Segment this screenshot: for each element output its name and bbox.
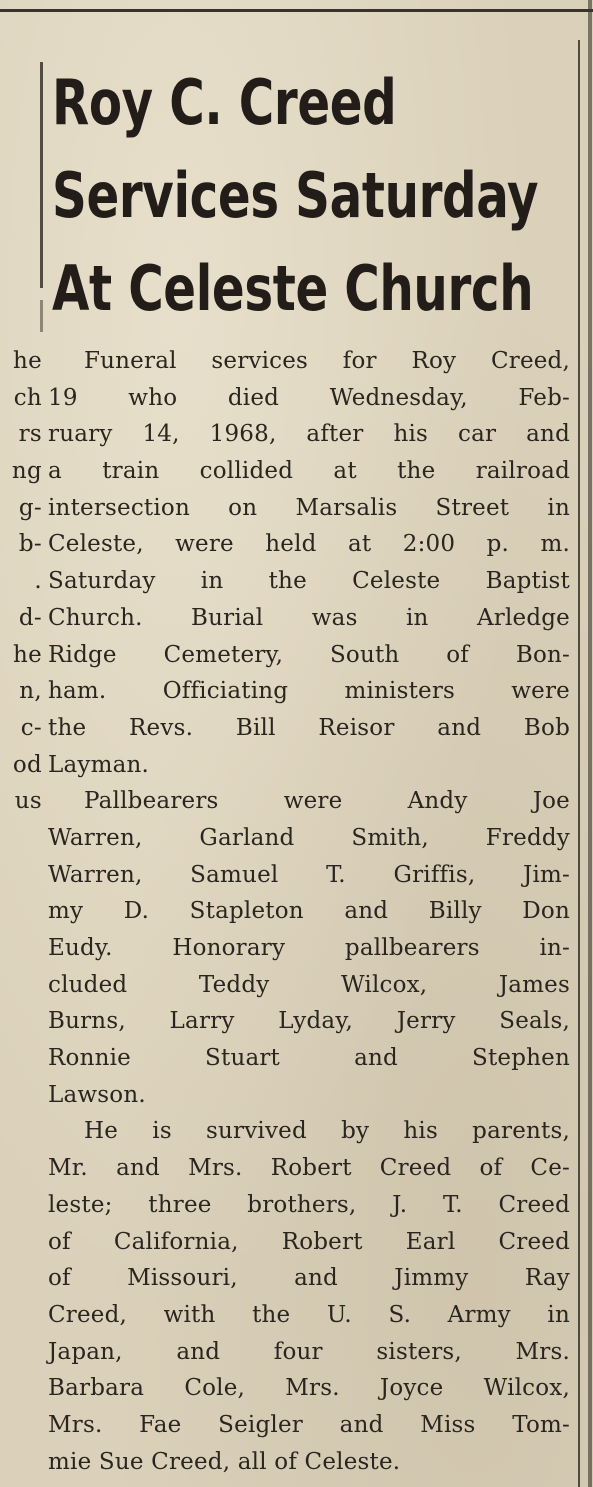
adjacent-column-fragment (0, 343, 42, 820)
column-fragment-text: ch (13, 384, 42, 411)
article-body (48, 343, 570, 1480)
article-line: Creed, with the U. S. Army in (48, 1301, 570, 1328)
right-column-rule (578, 40, 580, 1487)
article-line: Eudy. Honorary pallbearers in- (48, 935, 570, 961)
article-line: Church. Burial was in Arledge (48, 604, 570, 631)
article-line: Ridge Cemetery, South of Bon- (48, 641, 570, 668)
article-line: Celeste, were held at 2:00 p. m. (48, 531, 570, 558)
column-fragment-text: he (12, 348, 42, 374)
article-line: Barbara Cole, Mrs. Joyce Wilcox, (48, 1375, 570, 1402)
headline-line: At Celeste Church (52, 252, 534, 325)
article-line: Funeral services for Roy Creed, (84, 348, 570, 374)
article-line: my D. Stapleton and Billy Don (48, 898, 570, 925)
column-fragment-text: . (34, 568, 42, 595)
article-line: a train collided at the railroad (48, 458, 570, 485)
article-line: Mr. and Mrs. Robert Creed of Ce- (48, 1155, 570, 1182)
article-line: leste; three brothers, J. T. Creed (48, 1191, 570, 1218)
column-fragment-text: n, (19, 678, 42, 705)
column-fragment-text: he (12, 641, 42, 668)
article-line: cluded Teddy Wilcox, James (48, 971, 570, 998)
column-fragment-text: us (14, 788, 42, 815)
column-fragment-text: c- (20, 714, 42, 741)
article-line: Warren, Samuel T. Griffis, Jim- (48, 861, 570, 888)
article-line: Warren, Garland Smith, Freddy (48, 824, 570, 851)
column-fragment-text: g- (18, 494, 42, 521)
article-line: ham. Officiating ministers were (48, 678, 570, 705)
top-column-rule (0, 0, 593, 12)
column-fragment-text: ng (11, 458, 42, 485)
article-line: Saturday in the Celeste Baptist (48, 568, 570, 595)
article-line: ruary 14, 1968, after his car and (48, 421, 570, 448)
left-column-rule (40, 62, 43, 288)
page-edge-rule (588, 0, 592, 1487)
article-line: mie Sue Creed, all of Celeste. (48, 1448, 401, 1475)
article-line: the Revs. Bill Reisor and Bob (48, 714, 570, 741)
article-line: of Missouri, and Jimmy Ray (48, 1265, 570, 1292)
headline-line: Services Saturday (52, 159, 539, 232)
column-fragment-text: b- (18, 531, 42, 558)
article-line: Ronnie Stuart and Stephen (48, 1045, 570, 1072)
headline-line: Roy C. Creed (52, 66, 397, 139)
article-line: intersection on Marsalis Street in (48, 494, 570, 521)
article-line: 19 who died Wednesday, Feb- (48, 384, 570, 411)
article-line: Layman. (48, 751, 150, 778)
column-fragment-text: rs (18, 421, 42, 448)
article-line: Lawson. (48, 1081, 146, 1108)
article-line: Mrs. Fae Seigler and Miss Tom- (48, 1411, 570, 1438)
article-line: Pallbearers were Andy Joe (84, 788, 570, 815)
column-fragment-text: d- (18, 604, 42, 631)
left-column-rule-lower (40, 300, 43, 332)
article-line: Burns, Larry Lyday, Jerry Seals, (48, 1008, 570, 1035)
article-line: of California, Robert Earl Creed (48, 1228, 570, 1255)
article-line: Japan, and four sisters, Mrs. (48, 1338, 570, 1365)
column-fragment-text: od (12, 751, 42, 778)
headline (52, 56, 539, 335)
article-line: He is survived by his parents, (84, 1118, 570, 1145)
